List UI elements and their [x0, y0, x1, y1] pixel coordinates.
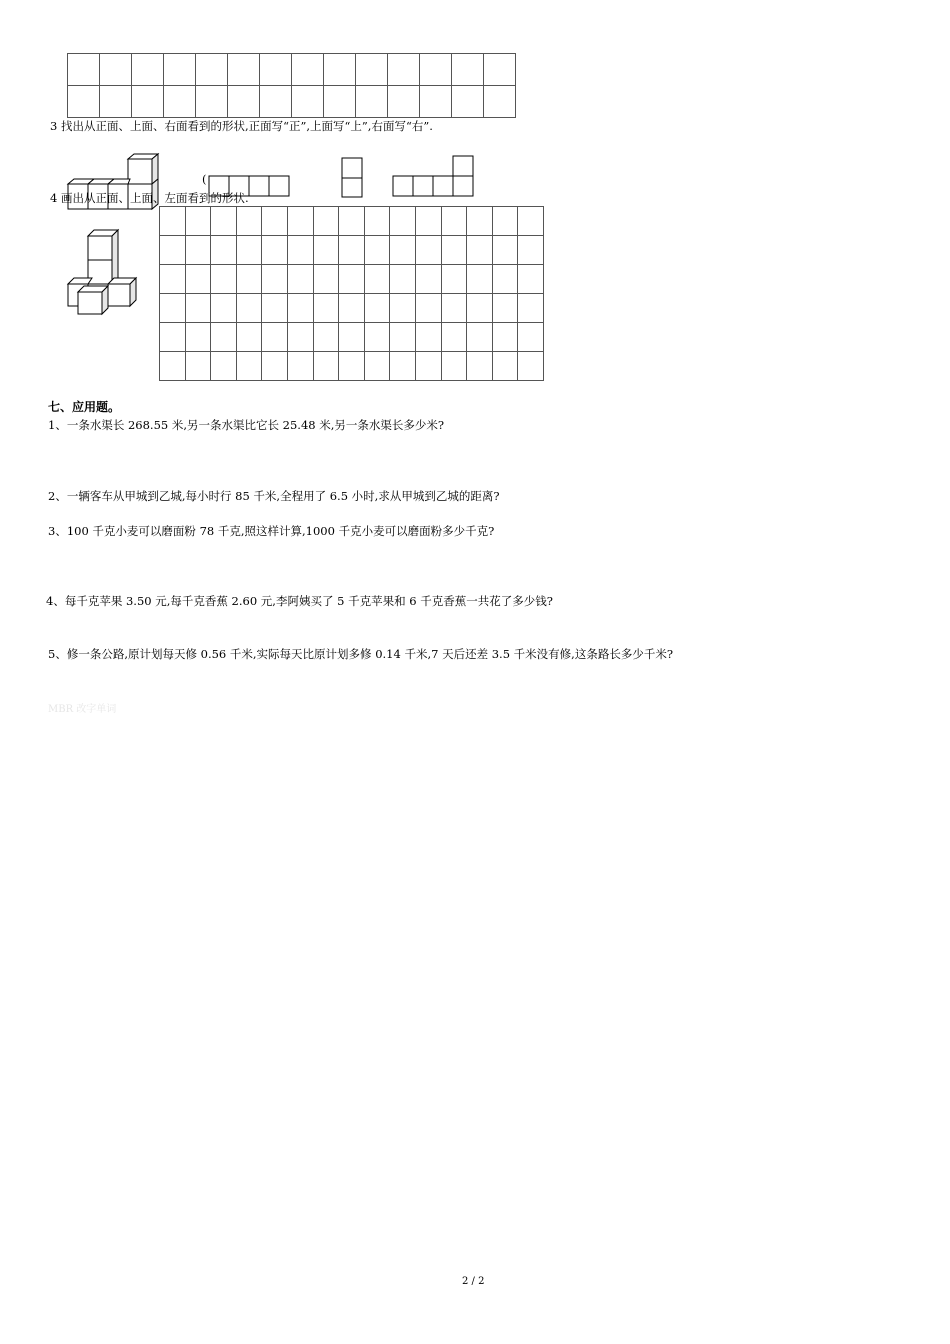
grid-cell — [518, 265, 544, 294]
grid-cell — [313, 323, 339, 352]
grid-cell — [292, 86, 324, 118]
grid-cell — [492, 323, 518, 352]
grid-cell — [415, 352, 441, 381]
grid-cell — [441, 207, 467, 236]
grid-cell — [441, 323, 467, 352]
grid-cell — [236, 294, 262, 323]
grid-cell — [415, 236, 441, 265]
section-7-title: 七、应用题。 — [48, 400, 121, 414]
grid-cell — [518, 236, 544, 265]
top-answer-grid — [67, 53, 516, 118]
grid-cell — [518, 352, 544, 381]
grid-cell — [388, 86, 420, 118]
grid-cell — [364, 352, 390, 381]
grid-cell — [390, 265, 416, 294]
grid-cell — [518, 294, 544, 323]
q3-label: 3 找出从正面、上面、右面看到的形状,正面写“正”,上面写“上”,右面写“右”. — [50, 119, 433, 133]
grid-cell — [185, 352, 211, 381]
grid-cell — [160, 207, 186, 236]
q4-label: 4 画出从正面、上面、左面看到的形状. — [50, 191, 249, 205]
grid-cell — [160, 236, 186, 265]
grid-cell — [467, 352, 493, 381]
grid-cell — [484, 54, 516, 86]
grid-cell — [160, 323, 186, 352]
grid-cell — [262, 207, 288, 236]
grid-cell — [236, 323, 262, 352]
view-option-column-of-two — [341, 157, 365, 199]
grid-cell — [518, 207, 544, 236]
grid-cell — [185, 207, 211, 236]
grid-row — [160, 236, 544, 265]
drawing-grid — [159, 206, 544, 381]
q3-paren: ( — [202, 172, 207, 186]
grid-cell — [185, 323, 211, 352]
grid-cell — [287, 323, 313, 352]
grid-cell — [467, 207, 493, 236]
grid-cell — [262, 294, 288, 323]
grid-cell — [441, 294, 467, 323]
grid-cell — [185, 294, 211, 323]
grid-cell — [415, 265, 441, 294]
watermark: MBR 改字单词 — [48, 704, 117, 715]
grid-cell — [518, 323, 544, 352]
problem-5: 5、修一条公路,原计划每天修 0.56 千米,实际每天比原计划多修 0.14 千米,7 天后还差 3.5 千米没有修,这条路长多少千米? — [48, 647, 674, 661]
grid-cell — [185, 265, 211, 294]
grid-row — [160, 294, 544, 323]
page-number: 2 / 2 — [462, 1276, 485, 1287]
grid-cell — [364, 207, 390, 236]
grid-cell — [356, 86, 388, 118]
grid-cell — [339, 236, 365, 265]
grid-cell — [196, 86, 228, 118]
grid-cell — [452, 54, 484, 86]
grid-cell — [339, 352, 365, 381]
grid-cell — [492, 294, 518, 323]
grid-cell — [467, 323, 493, 352]
grid-cell — [390, 323, 416, 352]
grid-cell — [211, 207, 237, 236]
grid-cell — [339, 265, 365, 294]
grid-cell — [420, 54, 452, 86]
problem-3: 3、100 千克小麦可以磨面粉 78 千克,照这样计算,1000 千克小麦可以磨面粉多少千克? — [48, 524, 495, 538]
grid-cell — [236, 207, 262, 236]
grid-cell — [484, 86, 516, 118]
grid-cell — [492, 207, 518, 236]
grid-cell — [339, 207, 365, 236]
grid-cell — [324, 54, 356, 86]
grid-cell — [287, 265, 313, 294]
grid-cell — [262, 265, 288, 294]
grid-cell — [388, 54, 420, 86]
grid-cell — [492, 265, 518, 294]
grid-cell — [390, 294, 416, 323]
grid-cell — [324, 86, 356, 118]
cube-stack-q3-figure — [60, 152, 170, 218]
grid-cell — [441, 236, 467, 265]
grid-cell — [228, 86, 260, 118]
grid-cell — [390, 352, 416, 381]
grid-cell — [211, 265, 237, 294]
grid-cell — [364, 323, 390, 352]
grid-cell — [313, 352, 339, 381]
grid-cell — [492, 352, 518, 381]
grid-cell — [364, 265, 390, 294]
grid-cell — [292, 54, 324, 86]
grid-cell — [313, 265, 339, 294]
grid-cell — [68, 86, 100, 118]
grid-cell — [236, 352, 262, 381]
grid-cell — [356, 54, 388, 86]
grid-cell — [415, 294, 441, 323]
grid-cell — [467, 236, 493, 265]
grid-cell — [364, 236, 390, 265]
cube-stack-q4-figure — [64, 226, 144, 318]
grid-cell — [287, 236, 313, 265]
grid-row — [160, 207, 544, 236]
grid-cell — [313, 236, 339, 265]
grid-cell — [452, 86, 484, 118]
grid-cell — [390, 207, 416, 236]
grid-cell — [132, 86, 164, 118]
grid-cell — [185, 236, 211, 265]
grid-cell — [415, 323, 441, 352]
grid-cell — [164, 54, 196, 86]
grid-cell — [287, 207, 313, 236]
grid-cell — [415, 207, 441, 236]
grid-row — [160, 323, 544, 352]
grid-cell — [160, 294, 186, 323]
problem-2: 2、一辆客车从甲城到乙城,每小时行 85 千米,全程用了 6.5 小时,求从甲城到乙城的距离? — [48, 489, 500, 503]
grid-cell — [211, 352, 237, 381]
grid-cell — [132, 54, 164, 86]
grid-cell — [467, 265, 493, 294]
grid-cell — [467, 294, 493, 323]
grid-cell — [260, 54, 292, 86]
grid-cell — [196, 54, 228, 86]
grid-cell — [287, 352, 313, 381]
grid-cell — [211, 323, 237, 352]
grid-row — [68, 54, 516, 86]
grid-row — [160, 265, 544, 294]
grid-cell — [313, 207, 339, 236]
grid-row — [68, 86, 516, 118]
grid-cell — [390, 236, 416, 265]
grid-cell — [164, 86, 196, 118]
grid-row — [160, 352, 544, 381]
problem-1: 1、一条水渠长 268.55 米,另一条水渠比它长 25.48 米,另一条水渠长多少米? — [48, 418, 445, 432]
grid-cell — [211, 294, 237, 323]
view-option-l-shape — [392, 155, 478, 199]
grid-cell — [262, 323, 288, 352]
grid-cell — [160, 352, 186, 381]
grid-cell — [262, 352, 288, 381]
grid-cell — [441, 265, 467, 294]
grid-cell — [287, 294, 313, 323]
grid-cell — [160, 265, 186, 294]
grid-cell — [492, 236, 518, 265]
grid-cell — [420, 86, 452, 118]
grid-cell — [260, 86, 292, 118]
grid-cell — [339, 294, 365, 323]
grid-cell — [236, 236, 262, 265]
grid-cell — [441, 352, 467, 381]
grid-cell — [100, 54, 132, 86]
grid-cell — [68, 54, 100, 86]
problem-4: 4、每千克苹果 3.50 元,每千克香蕉 2.60 元,李阿姨买了 5 千克苹果和 6 千克香蕉一共花了多少钱? — [46, 594, 553, 608]
grid-cell — [211, 236, 237, 265]
grid-cell — [313, 294, 339, 323]
grid-cell — [228, 54, 260, 86]
grid-cell — [236, 265, 262, 294]
grid-cell — [339, 323, 365, 352]
grid-cell — [100, 86, 132, 118]
grid-cell — [262, 236, 288, 265]
grid-cell — [364, 294, 390, 323]
